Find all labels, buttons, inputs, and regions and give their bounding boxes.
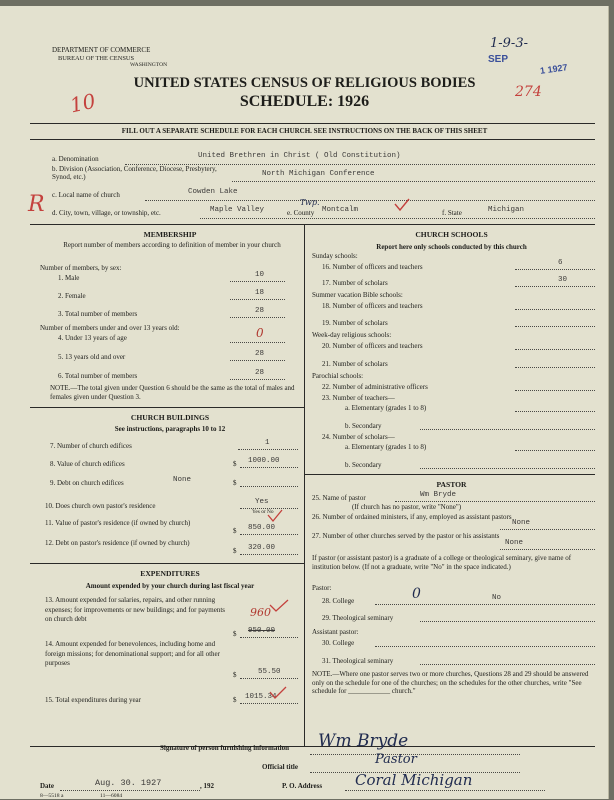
fill-line	[240, 554, 298, 555]
date-value: Aug. 30. 1927	[95, 778, 162, 788]
q20-label: 20. Number of officers and teachers	[322, 342, 423, 350]
q23a-label: a. Elementary (grades 1 to 8)	[345, 404, 427, 412]
q5-label: 5. 13 years old and over	[58, 353, 126, 361]
red-margin-mark: R	[28, 192, 45, 217]
pastor-note: NOTE.—Where one pastor serves two or more churches, Questions 28 and 29 should be answered only on the schedule for one of the churches; on the schedules for the other churches, write "See schedule for ____________ church."	[312, 670, 589, 696]
membership-title: MEMBERSHIP	[143, 230, 197, 239]
fill-line	[395, 501, 595, 502]
official-title-value: Pastor	[375, 752, 417, 767]
q10-label: 10. Does church own pastor's residence	[45, 502, 156, 510]
q27-label: 27. Number of other churches served by the pastor or his assistants	[312, 532, 500, 540]
fill-line	[420, 664, 595, 665]
q23b-label: b. Secondary	[345, 422, 382, 430]
q17-value: 30	[558, 276, 568, 284]
dollar-sign: $	[233, 696, 237, 704]
weekday-heading: Week-day religious schools:	[312, 331, 392, 339]
q24b-label: b. Secondary	[345, 461, 382, 469]
fill-line	[230, 360, 285, 361]
fill-line	[230, 299, 285, 300]
q24a-label: a. Elementary (grades 1 to 8)	[345, 443, 427, 451]
q3-label: 3. Total number of members	[58, 310, 138, 318]
q27-value: None	[505, 539, 524, 547]
form-title: UNITED STATES CENSUS OF RELIGIOUS BODIES	[133, 75, 476, 91]
division-value: North Michigan Conference	[262, 170, 375, 178]
fill-line	[515, 450, 595, 451]
q11-value: 850.00	[248, 524, 276, 532]
q9-value: None	[173, 476, 192, 484]
dollar-sign: $	[233, 479, 237, 487]
q1-label: 1. Male	[58, 274, 80, 282]
fill-line	[375, 646, 595, 647]
q22-label: 22. Number of administrative officers	[322, 383, 428, 391]
q13-label: 13. Amount expended for salaries, repairs, and other running expenses; for improvements or new buildings; and for payments on church debt	[45, 596, 226, 623]
divider	[304, 474, 595, 475]
fill-line	[515, 349, 595, 350]
local-name-value: Cowden Lake	[188, 188, 238, 196]
division-label: b. Division (Association, Conference, Diocese, Presbytery, Synod, etc.)	[52, 165, 217, 181]
graduate-note: If pastor (or assistant pastor) is a graduate of a college or theological seminary, give name of institution below. (If not a graduate, write "No" in the space indicated.)	[312, 554, 572, 571]
q10-hint: Yes or No	[252, 509, 274, 515]
form-number: 8—5518 a	[40, 793, 64, 799]
q25-label: 25. Name of pastor	[312, 494, 366, 502]
signature-label: Signature of person furnishing information	[160, 744, 289, 752]
fill-line	[500, 529, 595, 530]
q23-label: 23. Number of teachers—	[322, 394, 395, 402]
q11-label: 11. Value of pastor's residence (if owned by church)	[45, 519, 191, 527]
department-label: DEPARTMENT OF COMMERCE	[52, 46, 151, 54]
dollar-sign: $	[233, 671, 237, 679]
denomination-label: a. Denomination	[52, 155, 99, 163]
q4-label: 4. Under 13 years of age	[58, 334, 127, 342]
column-divider	[304, 224, 305, 746]
membership-note: NOTE.—The total given under Question 6 should be the same as the total of males and females given under Question 3.	[50, 384, 295, 401]
divider	[30, 407, 304, 408]
q28-handwritten: 0	[412, 586, 421, 602]
fill-line	[145, 200, 595, 201]
fill-line	[345, 790, 545, 791]
q14-label: 14. Amount expended for benevolences, including home and foreign missions; for denominational support; and for all other purposes	[45, 640, 220, 667]
divider	[30, 123, 595, 124]
fill-line	[200, 218, 595, 219]
expenditures-title: EXPENDITURES	[140, 569, 200, 578]
pastor-label: Pastor:	[312, 584, 332, 592]
county-value: Montcalm	[322, 206, 359, 214]
expenditures-sub: Amount expended by your church during last fiscal year	[85, 582, 255, 590]
schools-intro: Report here only schools conducted by this church	[376, 243, 527, 251]
q8-value: 1000.00	[248, 457, 280, 465]
local-name-label: c. Local name of church	[52, 191, 120, 199]
fill-line	[515, 411, 595, 412]
city-label: WASHINGTON	[130, 62, 168, 68]
q1-value: 10	[255, 271, 265, 279]
q8-label: 8. Value of church edifices	[50, 460, 125, 468]
q24-label: 24. Number of scholars—	[322, 433, 395, 441]
q21-label: 21. Number of scholars	[322, 360, 388, 368]
fill-line	[238, 449, 298, 450]
divider	[30, 563, 304, 564]
state-value: Michigan	[488, 206, 525, 214]
pastor-title: PASTOR	[436, 480, 467, 489]
fill-line	[240, 678, 298, 679]
q6-value: 28	[255, 369, 265, 377]
q17-label: 17. Number of scholars	[322, 279, 388, 287]
q3-value: 28	[255, 307, 265, 315]
parochial-heading: Parochial schools:	[312, 372, 364, 380]
fill-line	[240, 486, 298, 487]
sunday-heading: Sunday schools:	[312, 252, 358, 260]
q5-value: 28	[255, 350, 265, 358]
fill-line	[500, 549, 595, 550]
q16-label: 16. Number of officers and teachers	[322, 263, 423, 271]
fill-line	[230, 317, 285, 318]
summer-heading: Summer vacation Bible schools:	[312, 291, 403, 299]
fill-line	[60, 790, 200, 791]
q14-value: 55.50	[258, 668, 281, 676]
q7-value: 1	[265, 439, 270, 447]
city-value: Maple Valley	[210, 206, 265, 214]
q12-value: 320.00	[248, 544, 276, 552]
denomination-value: United Brethren in Christ ( Old Constitution)	[198, 152, 401, 160]
fill-line	[420, 429, 595, 430]
q13-value: 950.00	[248, 627, 276, 635]
q28-value: No	[492, 594, 502, 602]
red-check-mark	[266, 509, 284, 523]
twp-note: Twp.	[300, 198, 320, 207]
fill-line	[232, 181, 595, 182]
fill-line	[240, 467, 298, 468]
state-label: f. State	[442, 209, 462, 217]
print-number: 11—6084	[100, 793, 123, 799]
q18-label: 18. Number of officers and teachers	[322, 302, 423, 310]
q26-label: 26. Number of ordained ministers, if any, employed as assistant pastors	[312, 513, 512, 521]
q10-value: Yes	[255, 498, 269, 506]
date-label: Date	[40, 782, 54, 790]
fill-line	[230, 379, 285, 380]
stamp-date: 1-9-3-	[490, 36, 528, 51]
fill-line	[230, 281, 285, 282]
year-suffix: , 192	[200, 782, 214, 790]
q13-correction: 960	[250, 606, 271, 619]
census-form-sheet	[0, 6, 609, 799]
stamp-number: 274	[515, 84, 542, 100]
red-check-mark	[268, 599, 290, 613]
membership-intro: Report number of members according to definition of member in your church	[63, 241, 281, 249]
q26-value: None	[512, 519, 531, 527]
fill-line	[515, 286, 595, 287]
q19-label: 19. Number of scholars	[322, 319, 388, 327]
dollar-sign: $	[233, 460, 237, 468]
city-label: d. City, town, village, or township, etc.	[52, 209, 161, 217]
assistant-label: Assistant pastor:	[312, 628, 359, 636]
dollar-sign: $	[233, 527, 237, 535]
fill-line	[515, 367, 595, 368]
q6-label: 6. Total number of members	[58, 372, 138, 380]
fill-line	[240, 703, 298, 704]
q29-label: 29. Theological seminary	[322, 614, 394, 622]
divider	[30, 224, 595, 225]
red-check-mark	[393, 198, 411, 212]
fill-line	[515, 326, 595, 327]
q31-label: 31. Theological seminary	[322, 657, 394, 665]
signature-value: Wm Bryde	[318, 731, 409, 751]
q2-label: 2. Female	[58, 292, 86, 300]
instruction-line: FILL OUT A SEPARATE SCHEDULE FOR EACH CHURCH. SEE INSTRUCTIONS ON THE BACK OF THIS SHEET	[121, 127, 488, 135]
q16-value: 6	[558, 259, 563, 267]
divider	[30, 139, 595, 140]
divider	[30, 746, 595, 747]
age-heading: Number of members under and over 13 years old:	[40, 324, 180, 332]
schools-title: CHURCH SCHOOLS	[415, 230, 488, 239]
q12-label: 12. Debt on pastor's residence (if owned by church)	[45, 539, 190, 547]
fill-line	[420, 621, 595, 622]
fill-line	[515, 269, 595, 270]
q2-value: 18	[255, 289, 265, 297]
q15-value: 1015.34	[245, 693, 277, 701]
fill-line	[375, 604, 595, 605]
po-address-label: P. O. Address	[282, 782, 323, 790]
stamp-year: 1 1927	[539, 62, 569, 76]
fill-line	[515, 390, 595, 391]
schedule-title: SCHEDULE: 1926	[239, 93, 370, 110]
red-check-mark	[268, 686, 288, 700]
red-number: 10	[67, 88, 98, 118]
fill-line	[240, 534, 298, 535]
bureau-label: BUREAU OF THE CENSUS	[58, 55, 135, 62]
buildings-sub: See instructions, paragraphs 10 to 12	[114, 425, 226, 433]
buildings-title: CHURCH BUILDINGS	[130, 413, 210, 422]
q28-label: 28. College	[322, 597, 355, 605]
po-address-value: Coral Michigan	[355, 771, 473, 789]
dollar-sign: $	[233, 630, 237, 638]
q25-value: Wm Bryde	[420, 491, 457, 499]
q9-label: 9. Debt on church edifices	[50, 479, 124, 487]
dollar-sign: $	[233, 547, 237, 555]
q7-label: 7. Number of church edifices	[50, 442, 132, 450]
official-title-label: Official title	[262, 763, 298, 771]
sex-heading: Number of members, by sex:	[40, 264, 122, 272]
fill-line	[230, 342, 285, 343]
q4-value: 0	[256, 326, 264, 340]
county-label: e. County	[287, 209, 315, 217]
fill-line	[420, 468, 595, 469]
stamp-sep: SEP	[488, 54, 509, 65]
q25-hint: (If church has no pastor, write "None")	[352, 503, 462, 511]
q15-label: 15. Total expenditures during year	[45, 696, 141, 704]
fill-line	[515, 309, 595, 310]
fill-line	[240, 637, 298, 638]
q30-label: 30. College	[322, 639, 355, 647]
